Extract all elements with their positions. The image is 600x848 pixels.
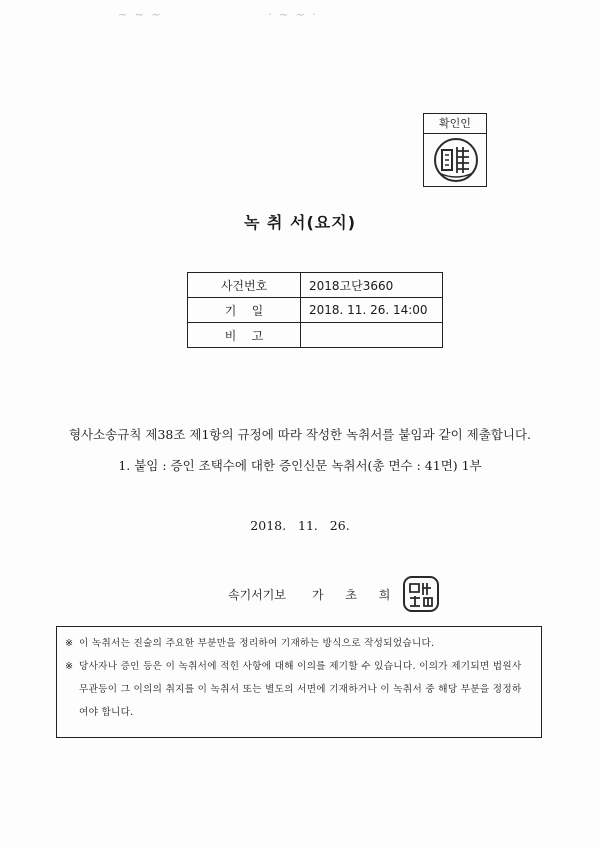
list-item (65, 655, 531, 724)
confirmation-stamp-box (423, 113, 487, 187)
hearing-date-value: 2018. 11. 26. 14:00 (301, 298, 443, 323)
notice-mark: ※ (65, 638, 74, 649)
remarks-value (301, 323, 443, 348)
signer-role: 속기서기보 (228, 587, 286, 602)
hearing-date-label: 기 일 (188, 298, 301, 323)
table-row (188, 323, 443, 348)
notice-text: 이 녹취서는 진술의 주요한 부분만을 정리하여 기재하는 방식으로 작성되었습니다. (79, 638, 435, 649)
attachment-line: 1. 붙임 : 증인 조택수에 대한 증인신문 녹취서(총 면수 : 41면) 1부 (118, 458, 482, 473)
remarks-label: 비 고 (188, 323, 301, 348)
confirmation-label: 확인인 (424, 114, 486, 134)
document-title: 녹 취 서(요지) (243, 213, 357, 232)
list-item (65, 632, 531, 655)
table-row (188, 273, 443, 298)
case-number-label: 사건번호 (188, 273, 301, 298)
notice-mark: ※ (65, 661, 74, 672)
scan-artifact-mark: ~ ~ ~ (118, 8, 163, 21)
confirmation-seal-icon (433, 137, 479, 183)
table-row (188, 298, 443, 323)
signer-name: 가 초 희 (311, 587, 400, 602)
notice-box (56, 626, 542, 738)
case-number-value: 2018고단3660 (301, 273, 443, 298)
personal-seal-icon (401, 574, 441, 614)
signature-block (228, 574, 441, 614)
case-info-table (187, 272, 443, 348)
notice-text: 당사자나 증인 등은 이 녹취서에 적힌 사항에 대해 이의를 제기할 수 있습니다. 이의가 제기되면 법원사무관등이 그 이의의 취지를 이 녹취서 또는 별도의 서면에 기재하거나 이 녹취서 중 해당 부분을 정정하여야 합니다. (79, 661, 522, 718)
scan-artifact-mark: · ~ ~ · (268, 8, 318, 21)
document-date: 2018. 11. 26. (250, 518, 350, 533)
submission-statement: 형사소송규칙 제38조 제1항의 규정에 따라 작성한 녹취서를 붙임과 같이 제출합니다. (68, 427, 532, 442)
